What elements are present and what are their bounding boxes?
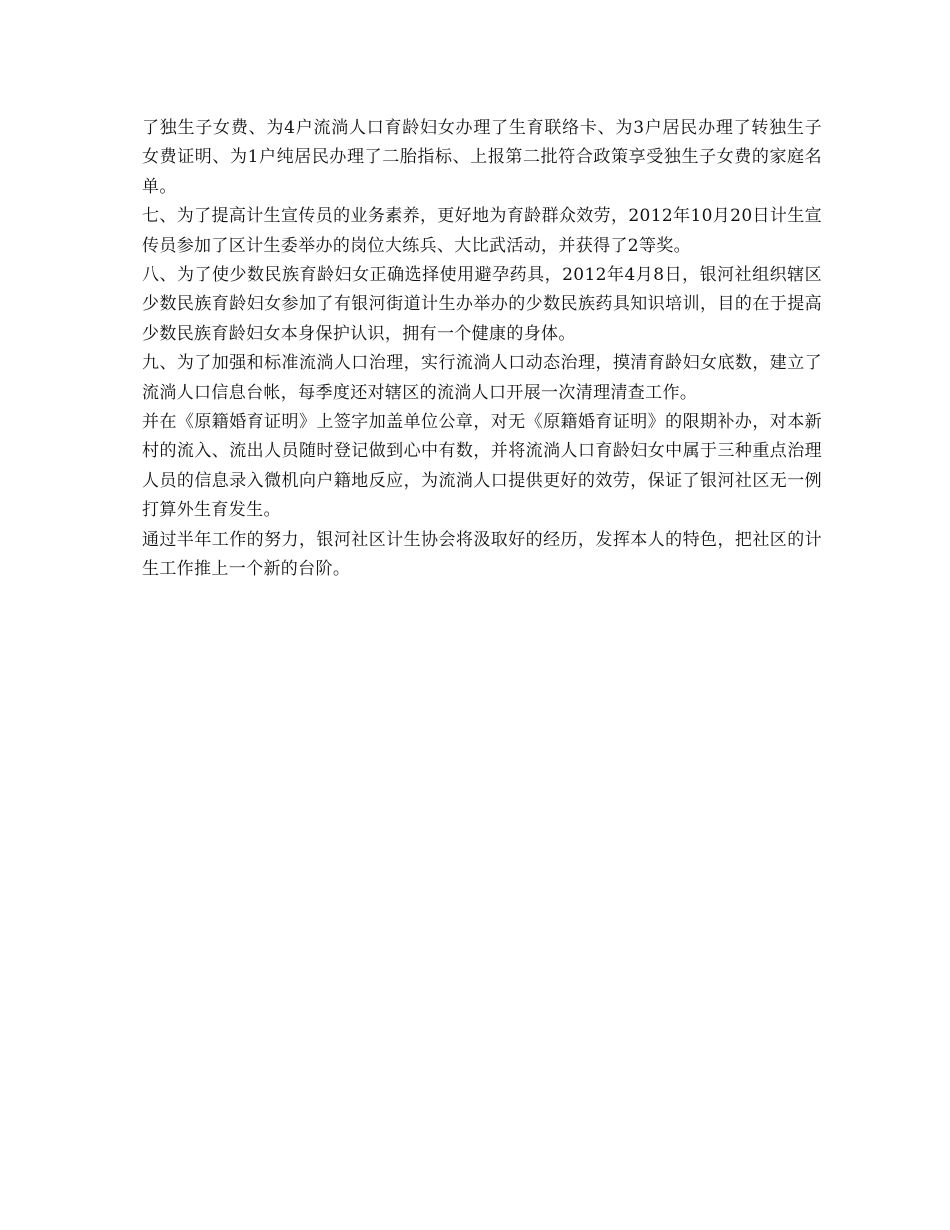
document-body bbox=[142, 114, 822, 585]
paragraph-section-9: 九、为了加强和标准流淌人口治理，实行流淌人口动态治理，摸清育龄妇女底数，建立了流淌人口信息台帐，每季度还对辖区的流淌人口开展一次清理清查工作。 bbox=[142, 353, 822, 403]
paragraph-section-9-detail: 并在《原籍婚育证明》上签字加盖单位公章，对无《原籍婚育证明》的限期补办，对本新村的流入、流出人员随时登记做到心中有数，并将流淌人口育龄妇女中属于三种重点治理人员的信息录入微机向户籍地反应，为流淌人口提供更好的效劳，保证了银河社区无一例打算外生育发生。 bbox=[142, 412, 822, 521]
paragraph-continuation: 了独生子女费、为4户流淌人口育龄妇女办理了生育联络卡、为3户居民办理了转独生子女费证明、为1户纯居民办理了二胎指标、上报第二批符合政策享受独生子女费的家庭名单。 bbox=[142, 118, 822, 197]
paragraph-section-7: 七、为了提高计生宣传员的业务素养，更好地为育龄群众效劳，2012年10月20日计生宣传员参加了区计生委举办的岗位大练兵、大比武活动，并获得了2等奖。 bbox=[142, 206, 822, 256]
paragraph-conclusion: 通过半年工作的努力，银河社区计生协会将汲取好的经历，发挥本人的特色，把社区的计生工作推上一个新的台阶。 bbox=[142, 529, 822, 580]
paragraph-section-8: 八、为了使少数民族育龄妇女正确选择使用避孕药具，2012年4月8日，银河社组织辖区少数民族育龄妇女参加了有银河街道计生办举办的少数民族药具知识培训，目的在于提高少数民族育龄妇女本身保护认识，拥有一个健康的身体。 bbox=[142, 265, 822, 344]
